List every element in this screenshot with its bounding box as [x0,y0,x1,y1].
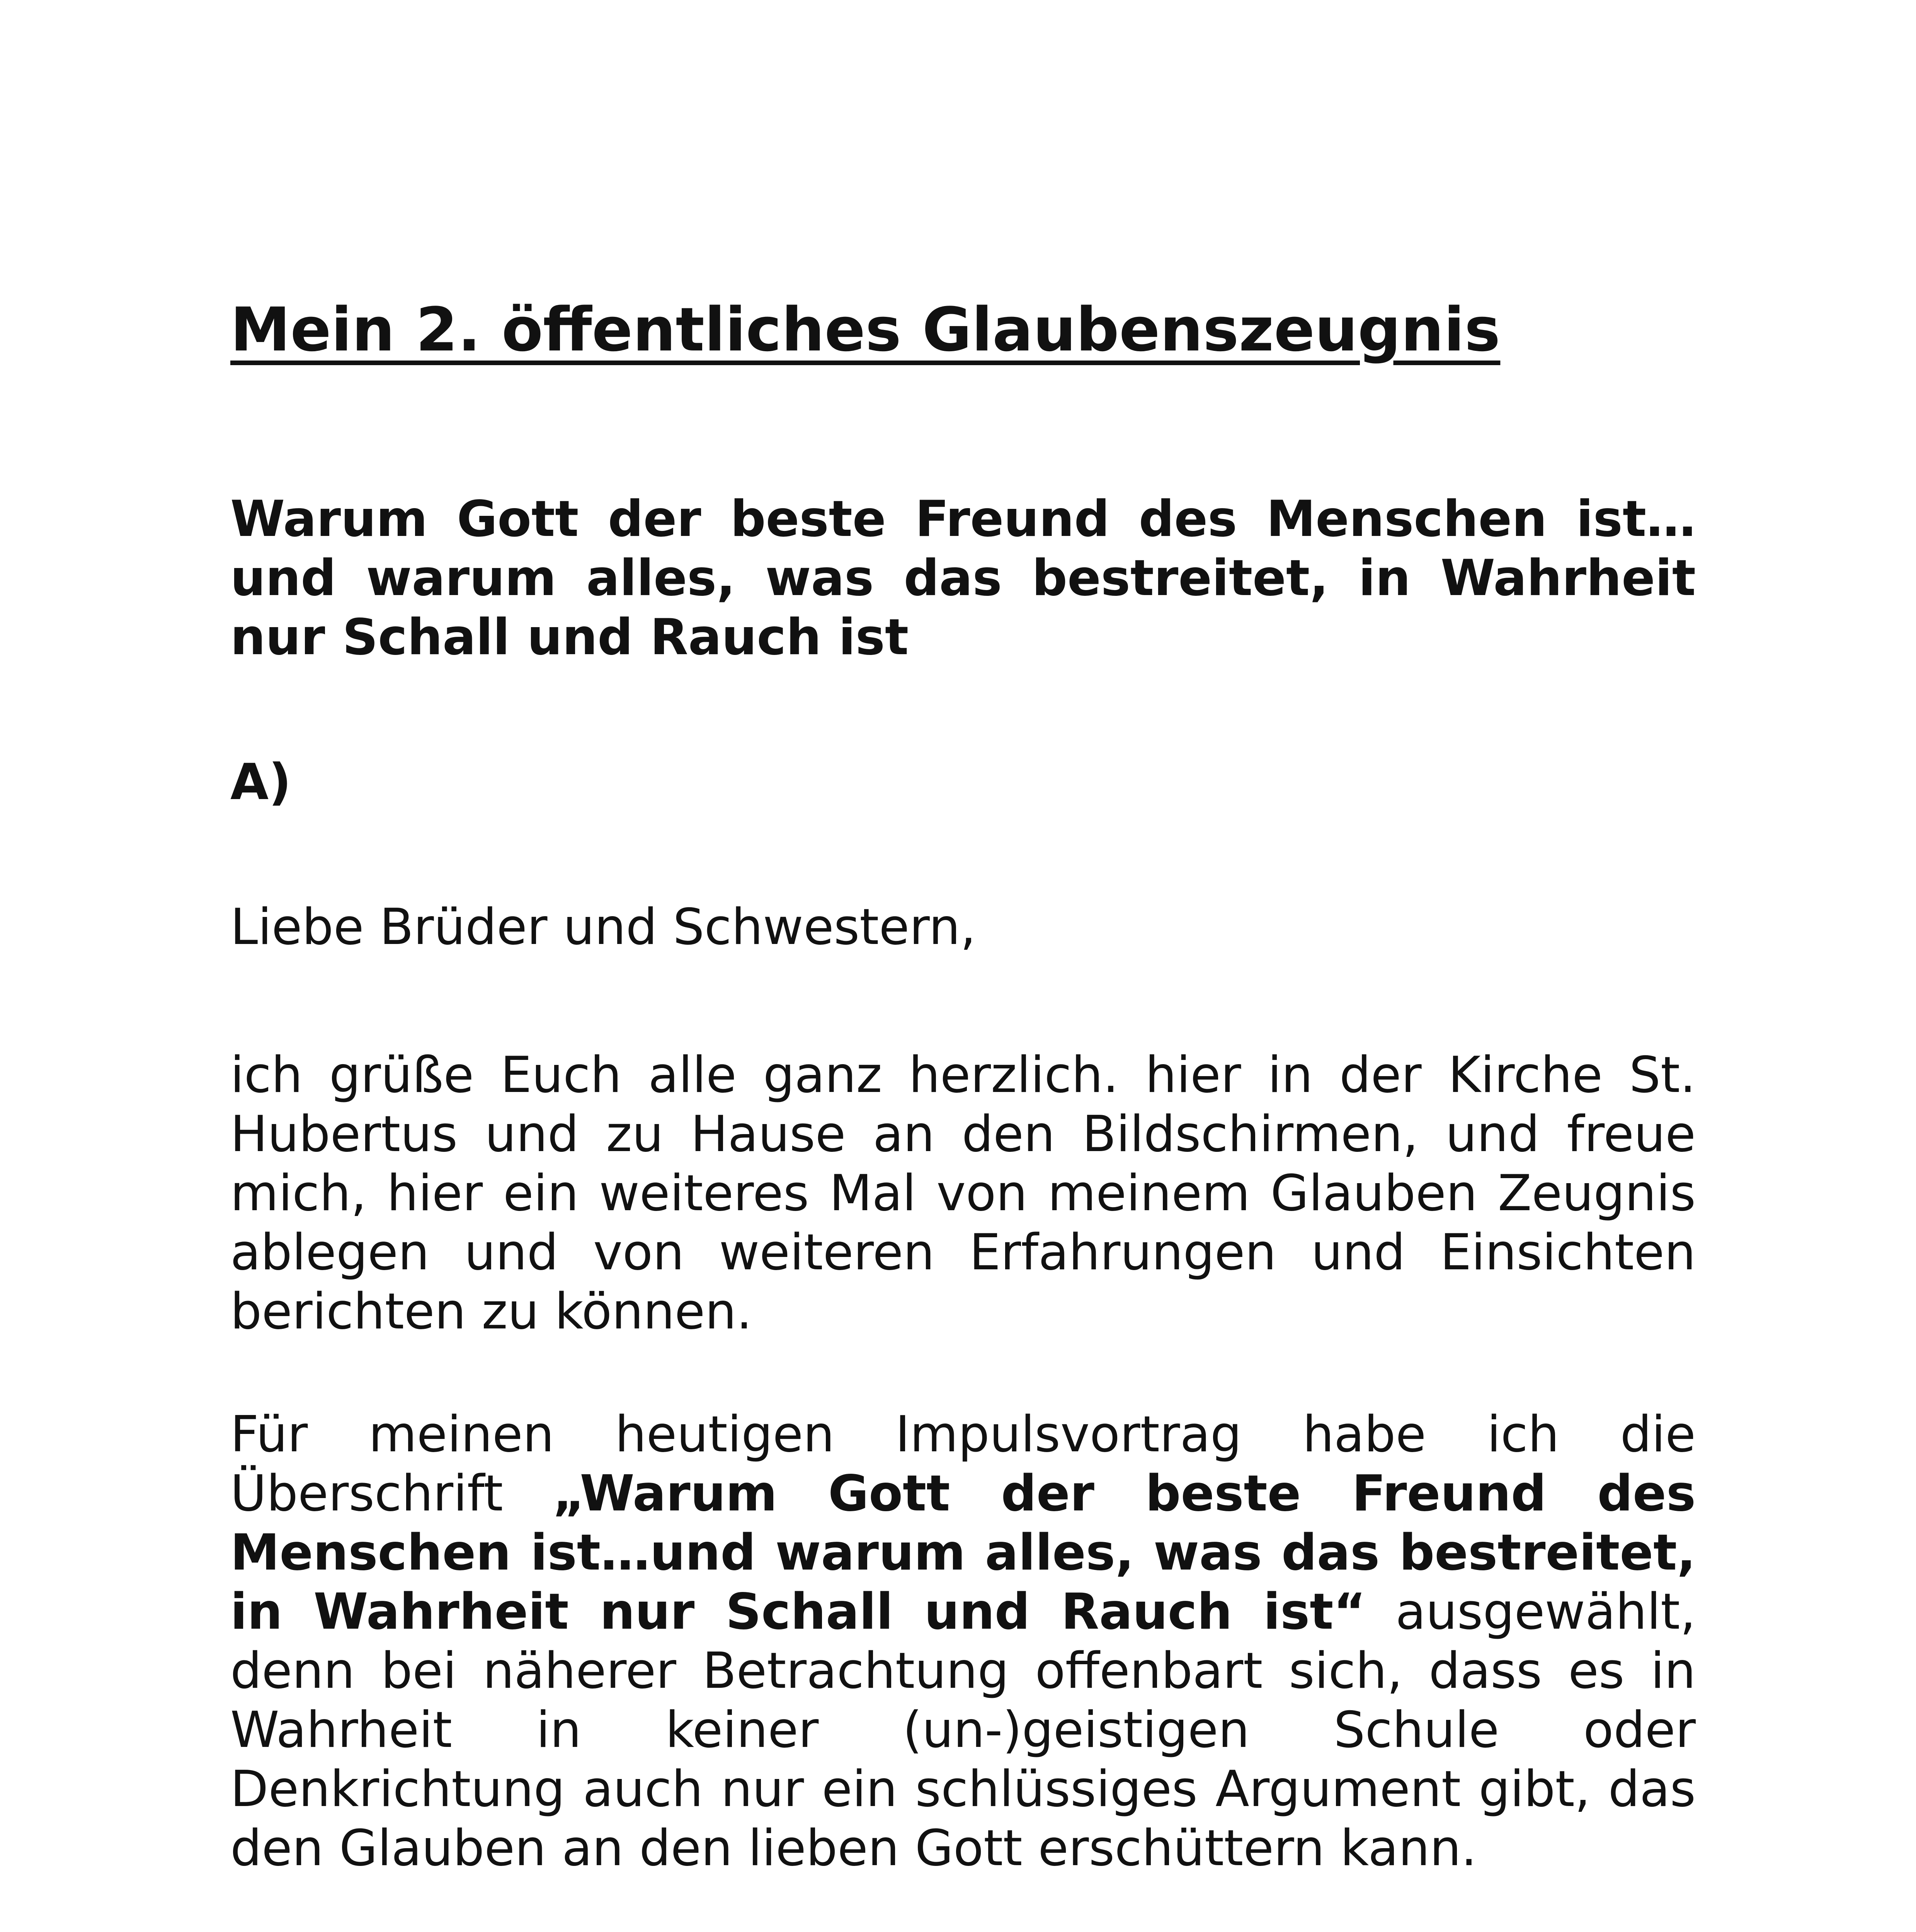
paragraph-greeting: ich grüße Euch alle ganz herzlich. hier in der Kirche St. Hubertus und zu Hause an den Bildschirmen, und freue mich, hier ein weiteres Mal von meinem Glauben Zeugnis ablegen und von weiteren Erfahrungen und Einsichten berichten zu können. [230,1046,1696,1341]
paragraph-topic-intro: Für meinen heutigen Impulsvortrag habe ich die Überschrift [230,1406,1696,1523]
salutation: Liebe Brüder und Schwestern, [230,898,976,956]
paragraph-topic [230,1405,1696,1878]
section-label: A) [230,753,291,811]
subtitle: Warum Gott der beste Freund des Menschen ist…und warum alles, was das bestreitet, in Wahrheit nur Schall und Rauch ist [230,490,1696,667]
paragraph-topic-rest: ausgewählt, denn bei näherer Betrachtung offenbart sich, dass es in Wahrheit in keiner (un-)geistigen Schule oder Denkrichtung auch nur ein schlüssiges Argument gibt, das den Glauben an den lieben Gott erschüttern kann. [230,1583,1696,1878]
page-title: Mein 2. öffentliches Glaubenszeugnis [230,294,1501,365]
paragraph-topic-quoted-title: „Warum Gott der beste Freund des Menschen ist…und warum alles, was das bestreitet, in Wahrheit nur Schall und Rauch ist“ [230,1465,1696,1641]
page-content [230,294,1696,1932]
